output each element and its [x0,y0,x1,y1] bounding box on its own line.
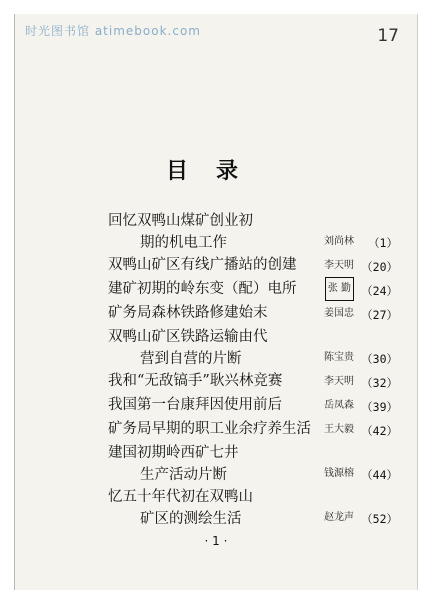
toc-entry-line2 [108,348,408,370]
toc-entry [108,486,408,530]
entry-title: 矿务局早期的职工业余疗养生活 [108,421,311,437]
entry-title-cont: 营到自营的片断 [140,351,242,367]
entry-title: 回忆双鸭山煤矿创业初 [108,213,253,229]
entry-author: 岳凤森 [324,400,354,411]
entry-author: 姜国忠 [324,308,354,319]
entry-page: （32） [361,376,398,390]
document-page [14,14,418,590]
entry-page: （52） [361,512,398,526]
toc-entry-line2 [108,464,408,486]
toc-entry [108,394,408,418]
entry-author: 赵龙声 [324,512,354,523]
entry-page: （1） [368,236,398,250]
entry-page: （44） [361,468,398,482]
entry-author: 李天明 [324,260,354,271]
entry-author: 钱源榕 [324,468,354,479]
table-of-contents [108,210,408,530]
entry-page: （39） [361,400,398,414]
entry-title: 双鸭山矿区有线广播站的创建 [108,257,297,273]
corner-handwritten-mark: 17 [377,26,399,46]
entry-title-cont: 期的机电工作 [140,235,227,251]
toc-entry-line2 [108,232,408,254]
entry-title: 矿务局森林铁路修建始末 [108,305,268,321]
entry-page: （20） [361,260,398,274]
toc-entry-line1 [108,486,408,508]
entry-author: 陈宝贵 [324,352,354,363]
entry-title: 建国初期岭西矿七井 [108,445,239,461]
entry-title-cont: 矿区的测绘生活 [140,511,242,527]
watermark-text: 时光图书馆 atimebook.com [25,24,201,38]
toc-entry [108,278,408,302]
toc-entry-line1 [108,210,408,232]
entry-author: 张 勤 [325,277,354,301]
entry-page: （42） [361,424,398,438]
toc-entry-line1 [108,326,408,348]
toc-entry [108,370,408,394]
entry-title: 忆五十年代初在双鸭山 [108,489,253,505]
entry-author: 李天明 [324,376,354,387]
entry-title: 我国第一台康拜因使用前后 [108,397,282,413]
toc-entry [108,326,408,370]
entry-title: 双鸭山矿区铁路运输由代 [108,329,268,345]
toc-entry-line1 [108,442,408,464]
toc-entry [108,302,408,326]
toc-entry [108,442,408,486]
page-number: · 1 · [204,534,228,548]
page-title: 目录 [165,159,266,184]
toc-entry-line2 [108,508,408,530]
entry-title: 我和“无敌镐手”耿兴林竞赛 [108,373,283,389]
entry-title-cont: 生产活动片断 [140,467,227,483]
toc-entry [108,210,408,254]
toc-entry [108,254,408,278]
entry-author: 王大毅 [324,424,354,435]
entry-page: （30） [361,352,398,366]
entry-title: 建矿初期的岭东变（配）电所 [108,281,297,297]
toc-entry [108,418,408,442]
entry-author: 刘尚林 [324,236,354,247]
entry-page: （27） [361,308,398,322]
entry-page: （24） [361,284,398,298]
